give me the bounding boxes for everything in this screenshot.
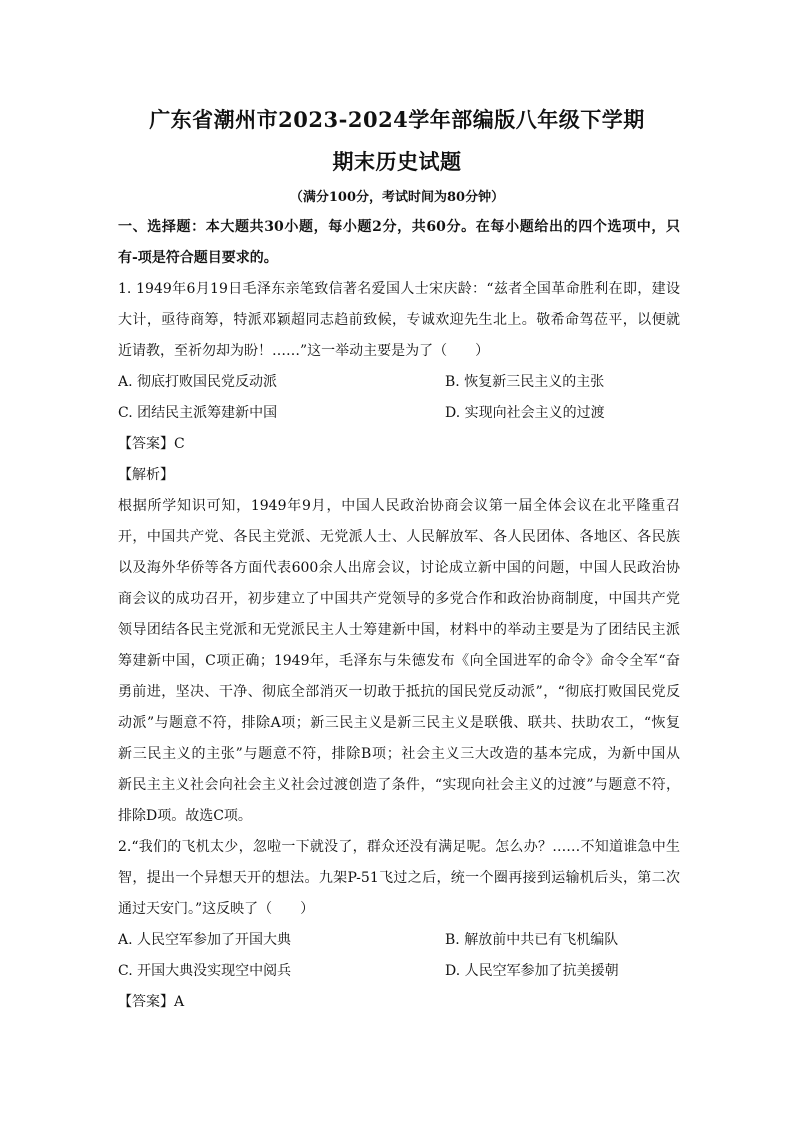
question-1-stem-line: 近请教，至祈勿却为盼！……”这一举动主要是为了（ ） (118, 343, 490, 359)
question-1-analysis-line: 商会议的成功召开，初步建立了中国共产党领导的多党合作和政治协商制度，中国共产党 (118, 591, 680, 607)
question-1-analysis-line: 勇前进，坚决、干净、彻底全部消灭一切敢于抵抗的国民党反动派”，“彻底打败国民党反 (118, 684, 680, 700)
question-1-analysis-line: 以及海外华侨等各方面代表600余人出席会议，讨论成立新中国的问题，中国人民政治协 (118, 560, 680, 576)
question-2-answer: 【答案】A (118, 994, 185, 1010)
question-2-option-a: A. 人民空军参加了开国大典 (118, 932, 292, 948)
question-1-analysis-line: 新三民主义的主张”与题意不符，排除B项；社会主义三大改造的基本完成，为新中国从 (118, 746, 680, 762)
question-1-analysis-line: 领导团结各民主党派和无党派民主人士筹建新中国，材料中的举动主要是为了团结民主派 (118, 622, 680, 638)
question-2-option-c: C. 开国大典没实现空中阅兵 (118, 963, 292, 979)
section-heading-line: 一、选择题：本大题共30小题，每小题2分，共60分。在每小题给出的四个选项中，只 (118, 219, 680, 235)
question-2-options-row (118, 925, 680, 956)
question-1-analysis-line: 筹建新中国，C项正确；1949年，毛泽东与朱德发布《向全国进军的命令》命令全军“奋 (118, 653, 680, 669)
document-title-line2: 期末历史试题 (332, 149, 462, 174)
question-1-analysis-label: 【解析】 (118, 467, 174, 483)
question-1-stem-line: 大计，亟待商筹，特派邓颖超同志趋前致候，专诚欢迎先生北上。敬希命驾莅平，以便就 (118, 312, 680, 328)
document-title-line1: 广东省潮州市2023-2024学年部编版八年级下学期 (149, 107, 645, 132)
question-1-options-row (118, 367, 680, 398)
question-2-options-row (118, 956, 680, 987)
question-1-option-c: C. 团结民主派筹建新中国 (118, 405, 278, 421)
question-1-answer: 【答案】C (118, 436, 185, 452)
question-2-stem-line: 通过天安门。”这反映了（ ） (118, 901, 315, 917)
question-1-analysis-line: 排除D项。故选C项。 (118, 808, 252, 824)
question-1-analysis-line: 动派”与题意不符，排除A项；新三民主义是新三民主义是联俄、联共、扶助农工，“恢复 (118, 715, 680, 731)
document-body (118, 212, 680, 1018)
question-1-option-d: D. 实现向社会主义的过渡 (445, 405, 605, 421)
section-heading-line: 有-项是符合题目要求的。 (118, 250, 278, 266)
question-1-options-row (118, 398, 680, 429)
question-2-option-b: B. 解放前中共已有飞机编队 (445, 932, 619, 948)
question-2-option-d: D. 人民空军参加了抗美援朝 (445, 963, 619, 979)
exam-info-subtitle: （满分100分，考试时间为80分钟） (289, 190, 505, 205)
question-2-stem-line: 2.“我们的飞机太少，忽啦一下就没了，群众还没有满足呢。怎么办？……不知道谁急中生 (118, 839, 680, 855)
question-1-analysis-line: 开，中国共产党、各民主党派、无党派人士、人民解放军、各人民团体、各地区、各民族 (118, 529, 680, 545)
question-1-option-a: A. 彻底打败国民党反动派 (118, 374, 278, 390)
question-1-analysis-line: 新民主主义社会向社会主义社会过渡创造了条件，“实现向社会主义的过渡”与题意不符， (118, 777, 680, 793)
question-1-analysis-line: 根据所学知识可知，1949年9月，中国人民政治协商会议第一届全体会议在北平隆重召 (118, 498, 680, 514)
question-2-stem-line: 智，提出一个异想天开的想法。九架P-51飞过之后，统一个圈再接到运输机后头，第二次 (118, 870, 680, 886)
question-1-stem-line: 1. 1949年6月19日毛泽东亲笔致信著名爱国人士宋庆龄：“兹者全国革命胜利在即，建设 (118, 281, 680, 297)
question-1-option-b: B. 恢复新三民主义的主张 (445, 374, 605, 390)
